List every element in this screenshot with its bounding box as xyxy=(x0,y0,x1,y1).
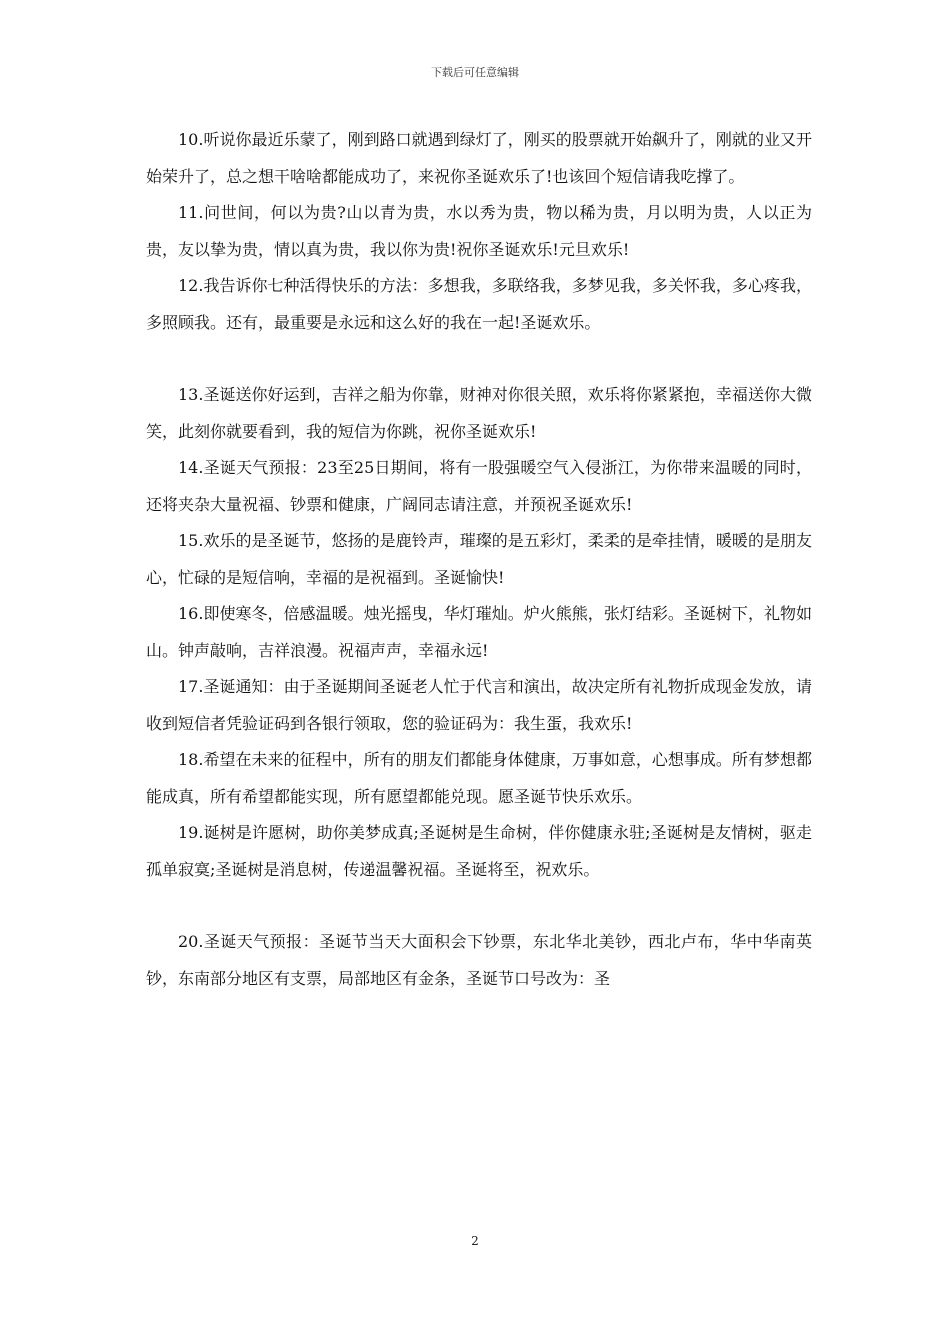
document-body xyxy=(146,122,812,997)
paragraph-15: 15.欢乐的是圣诞节，悠扬的是鹿铃声，璀璨的是五彩灯，柔柔的是牵挂情，暖暖的是朋友心，忙碌的是短信响，幸福的是祝福到。圣诞愉快! xyxy=(146,531,812,587)
paragraph-20: 20.圣诞天气预报：圣诞节当天大面积会下钞票，东北华北美钞，西北卢布，华中华南英钞，东南部分地区有支票，局部地区有金条，圣诞节口号改为：圣 xyxy=(146,932,812,988)
paragraph-14: 14.圣诞天气预报：23至25日期间，将有一股强暖空气入侵浙江，为你带来温暖的同时，还将夹杂大量祝福、钞票和健康，广阔同志请注意，并预祝圣诞欢乐! xyxy=(146,458,812,514)
paragraph-12: 12.我告诉你七种活得快乐的方法：多想我，多联络我，多梦见我，多关怀我，多心疼我，多照顾我。还有，最重要是永远和这么好的我在一起!圣诞欢乐。 xyxy=(146,276,812,332)
paragraph-16: 16.即使寒冬，倍感温暖。烛光摇曳，华灯璀灿。炉火熊熊，张灯结彩。圣诞树下，礼物如山。钟声敲响，吉祥浪漫。祝福声声，幸福永远! xyxy=(146,604,812,660)
page-number: 2 xyxy=(471,1234,479,1248)
paragraph-17: 17.圣诞通知：由于圣诞期间圣诞老人忙于代言和演出，故决定所有礼物折成现金发放，请收到短信者凭验证码到各银行领取，您的验证码为：我生蛋，我欢乐! xyxy=(146,677,812,733)
paragraph-19: 19.诞树是许愿树，助你美梦成真;圣诞树是生命树，伴你健康永驻;圣诞树是友情树，驱走孤单寂寞;圣诞树是消息树，传递温馨祝福。圣诞将至，祝欢乐。 xyxy=(146,823,812,879)
paragraph-10: 10.听说你最近乐蒙了，刚到路口就遇到绿灯了，刚买的股票就开始飙升了，刚就的业又开始荣升了，总之想干啥啥都能成功了，来祝你圣诞欢乐了!也该回个短信请我吃撑了。 xyxy=(146,130,812,186)
paragraph-18: 18.希望在未来的征程中，所有的朋友们都能身体健康，万事如意，心想事成。所有梦想都能成真，所有希望都能实现，所有愿望都能兑现。愿圣诞节快乐欢乐。 xyxy=(146,750,812,806)
page-header-note: 下载后可任意编辑 xyxy=(431,66,519,79)
paragraph-11: 11.问世间，何以为贵?山以青为贵，水以秀为贵，物以稀为贵，月以明为贵，人以正为贵，友以挚为贵，情以真为贵，我以你为贵!祝你圣诞欢乐!元旦欢乐! xyxy=(146,203,812,259)
paragraph-13: 13.圣诞送你好运到，吉祥之船为你靠，财神对你很关照，欢乐将你紧紧抱，幸福送你大微笑，此刻你就要看到，我的短信为你跳，祝你圣诞欢乐! xyxy=(146,385,812,441)
